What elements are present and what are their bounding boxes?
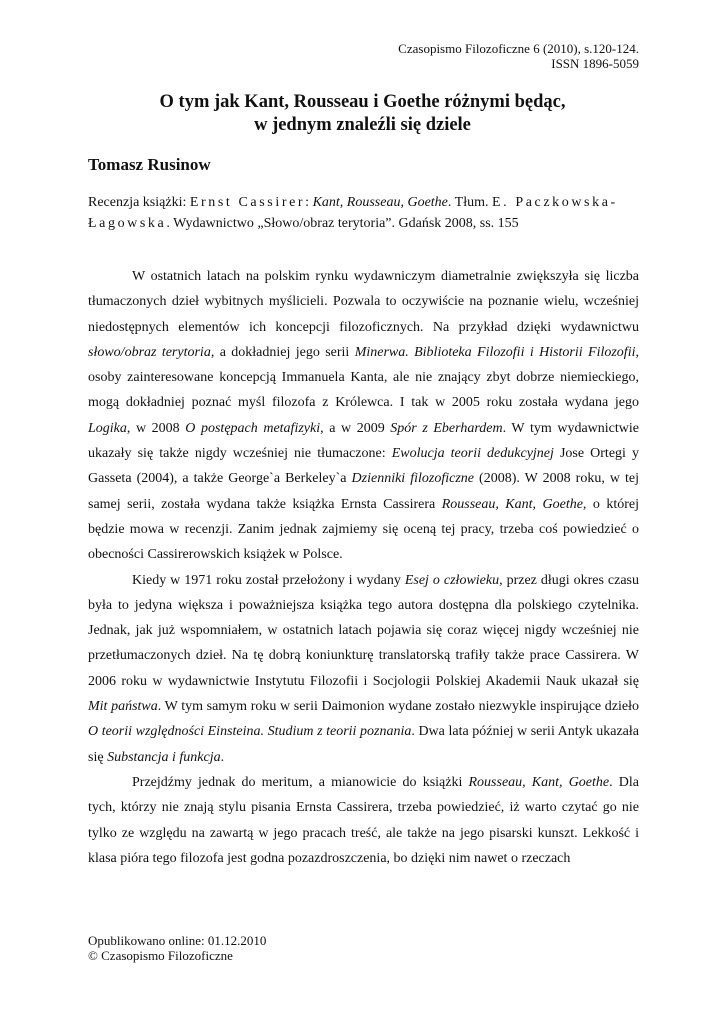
reviewed-book-title: Kant, Rousseau, Goethe	[312, 195, 448, 210]
text-run: . W tym samym roku w serii Daimonion wydane zostało niezwykle inspirujące dzieło	[157, 699, 639, 715]
text-run: W ostatnich latach na polskim rynku wydawniczym diametralnie zwiększyła się liczba tłumaczonych dzieł wybitnych myślicieli. Pozwala to oczywiście na poznanie wielu, wcześniej niedostępnych elementów ich koncepcji filozoficznych. Na przykład dzięki wydawnictwu	[88, 269, 639, 335]
text-run: .	[220, 749, 225, 765]
article-body	[88, 264, 639, 871]
text-run: Kiedy w 1971 roku został przełożony i wydany	[132, 572, 405, 588]
page-footer	[88, 933, 266, 963]
article-author: Tomasz Rusinow	[88, 155, 211, 174]
journal-citation: Czasopismo Filozoficzne 6 (2010), s.120-124.	[398, 41, 639, 56]
italic-run: O postępach metafizyki	[185, 420, 321, 436]
italic-run: Substancja i funkcja	[107, 749, 221, 765]
text-run: , o której będzie mowa w recenzji. Zanim jednak zajmiemy się oceną tej pracy, trzeba coś powiedzieć o obecności Cassirerowskich książek w Polsce.	[88, 496, 639, 563]
italic-run: Minerwa. Biblioteka Filozofii i Historii Filozofii	[354, 344, 636, 360]
text-run: , a w 2009	[320, 420, 391, 436]
text-run: , przez długi okres czasu była to jedyna większa i poważniejsza książka tego autora dostępna dla polskiego czytelnika. Jednak, jak już wspomniałem, w ostatnich latach pojawia się coraz więcej nigdy wcześniej nie przetłumaczonych dzieł. Na tę dobrą koniunkturę translatorską trafiły także prace Cassirera. W 2006 roku w wydawnictwie Instytutu Filozofii i Socjologii Polskiej Akademii Nauk ukazał się	[88, 572, 639, 689]
text-run: Jose Ortegi y Gasseta (2004), a także George`a Berkeley`a	[88, 446, 639, 487]
article-title	[60, 91, 665, 137]
review-colon: :	[305, 195, 313, 210]
paragraph	[88, 568, 639, 770]
publisher-info: . Wydawnictwo „Słowo/obraz terytoria”. Gdańsk 2008, ss. 155	[166, 216, 519, 231]
reviewed-book-author: Ernst Cassirer	[189, 195, 306, 210]
italic-run: Dzienniki filozoficzne	[351, 471, 474, 487]
title-line-1: O tym jak Kant, Rousseau i Goethe różnymi będąc,	[159, 92, 566, 112]
italic-run: Spór z Eberhardem	[390, 420, 503, 436]
paragraph	[88, 264, 639, 568]
italic-run: Mit państwa	[88, 699, 158, 715]
italic-run: słowo/obraz terytoria	[88, 344, 211, 360]
italic-run: Esej o człowieku	[404, 572, 500, 588]
review-prefix: Recenzja książki:	[88, 195, 190, 210]
text-run: , a dokładniej jego serii	[210, 344, 355, 360]
italic-run: Rousseau, Kant, Goethe	[441, 496, 583, 512]
italic-run: Logika	[88, 420, 127, 436]
translator-prefix: . Tłum.	[447, 195, 492, 210]
issn: ISSN 1896-5059	[551, 56, 639, 71]
text-run: . W tym wydawnictwie ukazały się także nigdy wcześniej nie tłumaczone:	[88, 420, 639, 462]
title-line-2: w jednym znaleźli się dziele	[254, 115, 471, 135]
text-run: . Dla tych, którzy nie znają stylu pisania Ernsta Cassirera, trzeba powiedzieć, iż warto czytać go nie tylko ze względu na zawartą w jego pracach treść, ale także na jego pisarski kunszt. Lekkość i klasa pióra tego filozofa jest godna pozazdroszczenia, bo dzięki nim nawet o rzeczach	[88, 774, 639, 866]
copyright-notice: © Czasopismo Filozoficzne	[88, 948, 233, 963]
publication-date: Opublikowano online: 01.12.2010	[88, 933, 267, 948]
text-run: . Dwa lata później w serii Antyk ukazała się	[88, 724, 639, 765]
italic-run: Rousseau, Kant, Goethe	[468, 774, 610, 790]
text-run: , osoby zainteresowane koncepcją Immanuela Kanta, ale nie znający zbyt dobrze niemieckiego, mogą dokładniej poznać myśl filozofa z Królewca. I tak w 2005 roku została wydana jego	[88, 344, 639, 411]
italic-run: Ewolucja teorii dedukcyjnej	[391, 446, 554, 462]
review-info	[88, 192, 636, 234]
text-run: , w 2008	[126, 420, 186, 436]
translator-name-part2: Łagowska	[88, 216, 167, 231]
paragraph	[88, 770, 639, 871]
journal-header	[398, 41, 639, 71]
text-run: (2008). W 2008 roku, w tej samej serii, została wydana także książka Ernsta Cassirera	[88, 471, 639, 512]
italic-run: O teorii względności Einsteina. Studium z teorii poznania	[88, 724, 412, 740]
text-run: Przejdźmy jednak do meritum, a mianowicie do książki	[132, 774, 469, 790]
translator-name-part1: E. Paczkowska-	[491, 195, 618, 210]
